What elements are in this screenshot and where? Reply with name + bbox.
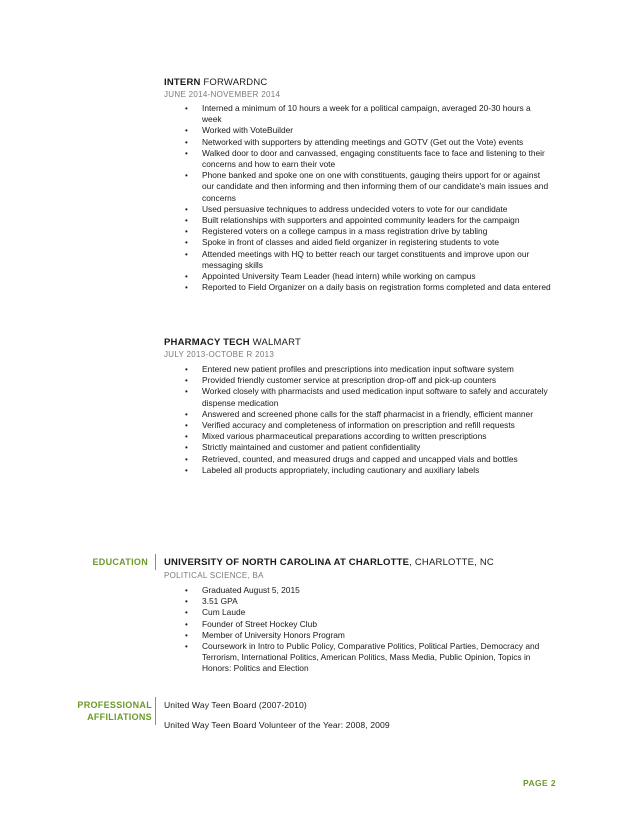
education-heading <box>164 557 494 568</box>
job-bullet-list <box>164 103 552 293</box>
list-item: • Member of University Honors Program <box>164 630 552 641</box>
list-item: • Attended meetings with HQ to better reach our target constituents and improve upon our messaging skills <box>164 249 552 271</box>
section-divider <box>155 554 156 570</box>
list-item: • 3.51 GPA <box>164 596 552 607</box>
job-heading-pharmacy <box>164 337 301 348</box>
list-item: • Registered voters on a college campus in a mass registration drive by tabling <box>164 226 552 237</box>
affiliation-line: United Way Teen Board Volunteer of the Year: 2008, 2009 <box>164 720 390 730</box>
education-bullet-list <box>164 585 552 675</box>
school-location: , CHARLOTTE, NC <box>409 557 494 568</box>
job-title: PHARMACY TECH <box>164 337 250 348</box>
school-name: UNIVERSITY OF NORTH CAROLINA AT CHARLOTTE <box>164 557 410 568</box>
degree: POLITICAL SCIENCE, BA <box>164 571 264 580</box>
page-number: PAGE 2 <box>523 778 556 788</box>
list-item: • Walked door to door and canvassed, engaging constituents face to face and listening to their concerns and how to earn their vote <box>164 148 552 170</box>
section-label-affiliations <box>60 700 152 723</box>
job-title: INTERN <box>164 77 201 88</box>
list-item: • Interned a minimum of 10 hours a week for a political campaign, averaged 20-30 hours a week <box>164 103 552 125</box>
list-item: • Answered and screened phone calls for the staff pharmacist in a friendly, efficient manner <box>164 409 552 420</box>
section-label-line: AFFILIATIONS <box>87 711 152 722</box>
job-bullet-list <box>164 364 552 476</box>
list-item: • Worked closely with pharmacists and used medication input software to safely and accurately dispense medication <box>164 386 552 408</box>
list-item: • Used persuasive techniques to address undecided voters to vote for our candidate <box>164 204 552 215</box>
list-item: • Mixed various pharmaceutical preparations according to written prescriptions <box>164 431 552 442</box>
affiliation-line: United Way Teen Board (2007-2010) <box>164 700 307 710</box>
job-org: WALMART <box>252 337 302 348</box>
list-item: • Retrieved, counted, and measured drugs and capped and uncapped vials and bottles <box>164 454 552 465</box>
section-label-education: EDUCATION <box>92 557 148 567</box>
list-item: • Graduated August 5, 2015 <box>164 585 552 596</box>
section-label-line: PROFESSIONAL <box>77 700 152 710</box>
list-item: • Appointed University Team Leader (head intern) while working on campus <box>164 271 552 282</box>
list-item: • Cum Laude <box>164 607 552 618</box>
list-item: • Labeled all products appropriately, including cautionary and auxiliary labels <box>164 465 552 476</box>
list-item: • Spoke in front of classes and aided field organizer in registering students to vote <box>164 237 552 248</box>
list-item: • Verified accuracy and completeness of information on prescription and refill requests <box>164 420 552 431</box>
list-item: • Phone banked and spoke one on one with constituents, gauging theirs upport for or against our candidate and then informing and then informing them of our candidate's main issues and concerns <box>164 170 552 204</box>
list-item: • Worked with VoteBuilder <box>164 125 552 136</box>
list-item: • Founder of Street Hockey Club <box>164 619 552 630</box>
list-item: • Entered new patient profiles and prescriptions into medication input software system <box>164 364 552 375</box>
job-dates: JUNE 2014-NOVEMBER 2014 <box>164 90 281 99</box>
job-heading-intern <box>164 77 267 88</box>
list-item: • Built relationships with supporters and appointed community leaders for the campaign <box>164 215 552 226</box>
section-divider <box>155 697 156 725</box>
list-item: • Strictly maintained and customer and patient confidentiality <box>164 442 552 453</box>
list-item: • Networked with supporters by attending meetings and GOTV (Get out the Vote) events <box>164 137 552 148</box>
list-item: • Coursework in Intro to Public Policy, Comparative Politics, Political Parties, Democracy and Terrorism, International Politics, American Politics, Mass Media, Public Opinion, Topics in Honors: Politics and Election <box>164 641 552 675</box>
list-item: • Provided friendly customer service at prescription drop-off and pick-up counters <box>164 375 552 386</box>
job-org: FORWARDNC <box>203 77 268 88</box>
list-item: • Reported to Field Organizer on a daily basis on registration forms completed and data entered <box>164 282 552 293</box>
job-dates: JULY 2013-OCTOBE R 2013 <box>164 350 275 359</box>
